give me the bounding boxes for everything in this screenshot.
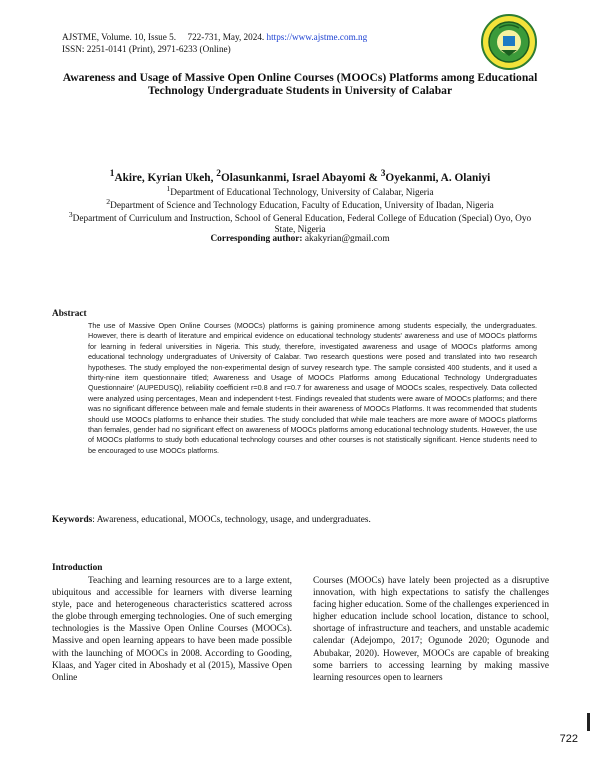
abstract-heading: Abstract (52, 309, 87, 319)
introduction-column-2: Courses (MOOCs) have lately been projected as a disruptive innovation, with high expectations to satisfy the challenges facing higher education. Some of the challenges experienced in higher education include school location, distance to school, shortage of infrastructure and teachers, and unstable academic calendar (Adejompo, 2017; Ogunode 2020; Ogunode and Abubakar, 2020). However, MOOCs are capable of breaking some barriers to accessing learning by making massive learning resources open to learners (313, 576, 549, 683)
introduction-text-1: Teaching and learning resources are to a large extent, ubiquitous and accessible for learners with diverse learning style, pace and heterogeneous characteristics scattered across the globe through emerging technologies. One of such emerging technologies is the Massive Open Online Courses (MOOCs). Massive and open learning appears to have been made possible with the launching of MOOCs in 2008. According to Gooding, Klaas, and Yager cited in Aboshady et al (2015), Massive Open Online (52, 576, 292, 683)
author-3: Oyekanmi, A. Olaniyi (385, 171, 491, 184)
keywords-text: : Awareness, educational, MOOCs, technology, usage, and undergraduates. (92, 515, 371, 525)
abstract-text: The use of Massive Open Online Courses (MOOCs) platforms is gaining prominence among students especially, the undergraduates. However, there is dearth of literature and empirical evidence on educational technology students' awareness and use of MOOCs platforms for learning in federal universities in Nigeria. This study, therefore, investigated awareness and usage of MOOCs platforms among educational technology undergraduates of University of Calabar. Two research questions were posed and translated into two research hypotheses. The study employed the non-experimental design of survey research type. The sample consisted 400 students, and it used a thirty-nine item questionnaire titled; Awareness and Usage of MOOCs Platforms among Educational Technology Undergraduates Questionnaire' (AUPEDUSQ), reliability coefficient r=0.8 and r=0.7 for awareness and usage of MOOCs scales, respectively. Data collected were analyzed using percentages, Mean and independent t-test. Findings revealed that students were aware of MOOCs platforms; and there was no significant difference between male and female students in their awareness of MOOCs Platforms. It was recommended that students should use MOOCs platforms to enhance their studies. The study concluded that while male teachers are more aware of MOOCs platforms than females, gender had no significant effect on awareness of MOOCs platforms among educational technology students. However, the use of MOOCs platforms to study both educational technology courses and other courses is not statistically significant. Hence students need to be encouraged to use MOOCs platforms. (88, 321, 537, 455)
introduction-column-1 (52, 575, 292, 684)
author-sup-2: 2 (216, 169, 221, 179)
affiliation-sup-1: 1 (166, 184, 171, 193)
journal-url-link[interactable]: https://www.ajstme.com.ng (266, 32, 368, 42)
journal-logo (479, 14, 539, 70)
affiliation-text-2: Department of Science and Technology Education, Faculty of Education, University of Ibadan, Nigeria (110, 201, 494, 212)
corresponding-label: Corresponding author: (210, 234, 303, 244)
keywords-label: Keywords (52, 515, 93, 525)
affiliation-3 (60, 209, 540, 237)
journal-citation (62, 32, 367, 43)
author-sup-1: 1 (109, 169, 115, 179)
author-1: Akire, Kyrian Ukeh, (114, 171, 217, 184)
affiliation-sup-2: 2 (106, 197, 111, 206)
affiliation-text-3: Department of Curriculum and Instruction, School of General Education, Federal College of Education (Special) Oyo, Oyo State, Nigeria (72, 214, 532, 236)
affiliation-sup-3: 3 (68, 210, 73, 219)
corresponding-email[interactable]: akakyrian@gmail.com (304, 234, 390, 244)
affiliation-text-1: Department of Educational Technology, University of Calabar, Nigeria (170, 188, 434, 199)
author-list (40, 169, 560, 184)
author-2: Olasunkanmi, Israel Abayomi & (220, 171, 381, 184)
page-number: 722 (559, 733, 578, 745)
page-number-divider (587, 713, 590, 731)
paper-title: Awareness and Usage of Massive Open Online Courses (MOOCs) Platforms among Educational Technology Undergraduate Students in University of Calabar (62, 71, 538, 98)
issn-line: ISSN: 2251-0141 (Print), 2971-6233 (Online) (62, 44, 231, 54)
citation-text: AJSTME, Volume. 10, Issue 5. 722-731, May, 2024. (62, 32, 265, 42)
author-sup-3: 3 (380, 169, 386, 179)
corresponding-author (60, 234, 540, 245)
journal-seal-icon (479, 14, 539, 70)
keywords-line (52, 515, 371, 525)
introduction-heading: Introduction (52, 563, 103, 573)
